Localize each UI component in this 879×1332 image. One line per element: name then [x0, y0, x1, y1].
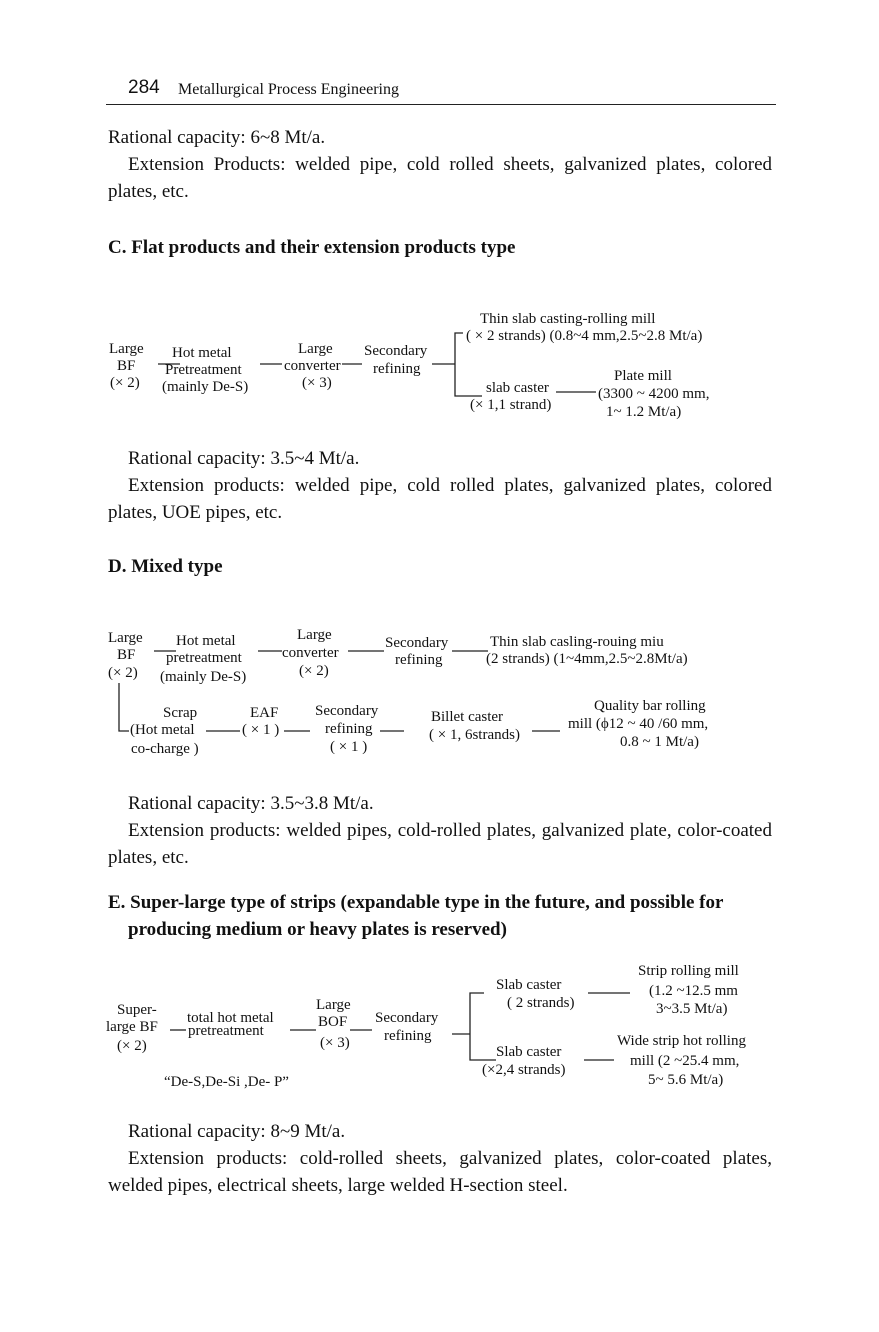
c-large-bf-3: (× 2) — [110, 375, 140, 391]
c-secondary-1: Secondary — [364, 343, 428, 359]
e-slab-caster2-2: (×2,4 strands) — [482, 1062, 566, 1078]
e-strip-mill-2: (1.2 ~12.5 mm — [649, 983, 738, 999]
d-scrap-3: co-charge ) — [131, 741, 199, 757]
d-thin-slab-2: (2 strands) (1~4mm,2.5~2.8Mt/a) — [486, 651, 688, 667]
page-number: 284 — [128, 77, 160, 98]
e-hot-metal-2: pretreatment — [188, 1023, 264, 1039]
d-billet-2: ( × 1, 6strands) — [429, 727, 520, 743]
intro-capacity: Rational capacity: 6~8 Mt/a. — [108, 127, 326, 148]
e-super-bf-1: Super- — [117, 1002, 157, 1018]
d-hot-metal-2: pretreatment — [166, 650, 242, 666]
section-c-heading: C. Flat products and their extension products type — [108, 237, 516, 258]
d-eaf-2: ( × 1 ) — [242, 722, 280, 738]
d-large-bf-3: (× 2) — [108, 665, 138, 681]
e-capacity — [108, 1118, 772, 1145]
d-line-bf-scrap — [119, 683, 129, 731]
d-scrap-1: Scrap — [163, 705, 198, 721]
intro-extension-text: Extension Products: welded pipe, cold rolled sheets, galvanized plates, colored plates, etc. — [108, 154, 772, 202]
section-e-heading — [108, 889, 772, 943]
e-slab-caster1-1: Slab caster — [496, 977, 562, 993]
e-secondary-1: Secondary — [375, 1010, 439, 1026]
e-secondary-2: refining — [384, 1028, 432, 1044]
e-bof-1: Large — [316, 997, 351, 1013]
e-extension — [108, 1145, 772, 1199]
d-secondary2-3: ( × 1 ) — [330, 739, 368, 755]
d-capacity — [108, 790, 772, 817]
c-plate-mill-2: (3300 ~ 4200 mm, — [598, 386, 710, 402]
section-d-heading: D. Mixed type — [108, 556, 223, 577]
d-quality-bar-2: mill (ϕ12 ~ 40 /60 mm, — [568, 716, 709, 732]
c-capacity — [108, 445, 772, 472]
section-e-heading-line2: producing medium or heavy plates is reserved) — [128, 919, 507, 940]
e-strip-mill-3: 3~3.5 Mt/a) — [656, 1001, 728, 1017]
c-thin-slab-title: Thin slab casting-rolling mill — [480, 311, 656, 327]
c-extension-text: Extension products: welded pipe, cold rolled plates, galvanized plates, colored plates, UOE pipes, etc. — [108, 475, 772, 523]
d-converter-1: Large — [297, 627, 332, 643]
d-secondary-2: refining — [395, 652, 443, 668]
c-secondary-2: refining — [373, 361, 421, 377]
c-converter-2: converter — [284, 358, 341, 374]
d-scrap-2: (Hot metal — [130, 722, 195, 738]
intro-extension — [108, 151, 772, 205]
c-extension — [108, 472, 772, 526]
c-thin-slab-detail: ( × 2 strands) (0.8~4 mm,2.5~2.8 Mt/a) — [466, 328, 703, 344]
d-secondary2-2: refining — [325, 721, 373, 737]
c-slab-caster-2: (× 1,1 strand) — [470, 397, 552, 413]
d-extension — [108, 817, 772, 871]
d-billet-1: Billet caster — [431, 709, 504, 725]
e-bof-3: (× 3) — [320, 1035, 350, 1051]
d-thin-slab-1: Thin slab casling-rouing miu — [490, 634, 664, 650]
e-wide-strip-3: 5~ 5.6 Mt/a) — [648, 1072, 724, 1088]
e-branch-bracket — [470, 993, 496, 1060]
c-capacity-text: Rational capacity: 3.5~4 Mt/a. — [128, 448, 360, 469]
d-extension-text: Extension products: welded pipes, cold-rolled plates, galvanized plate, color-coated plates, etc. — [108, 820, 772, 868]
d-quality-bar-1: Quality bar rolling — [594, 698, 706, 714]
e-super-bf-2: large BF — [106, 1019, 158, 1035]
e-strip-mill-1: Strip rolling mill — [638, 963, 739, 979]
c-plate-mill-1: Plate mill — [614, 368, 672, 384]
section-e-heading-line1: E. Super-large type of strips (expandable type in the future, and possible for — [108, 892, 724, 913]
c-plate-mill-3: 1~ 1.2 Mt/a) — [606, 404, 682, 420]
header-rule — [106, 104, 776, 105]
running-title: Metallurgical Process Engineering — [178, 81, 399, 98]
c-large-bf-1: Large — [109, 341, 144, 357]
e-extension-text: Extension products: cold-rolled sheets, galvanized plates, color-coated plates, welded pipes, electrical sheets, large welded H-section steel. — [108, 1148, 772, 1196]
d-hot-metal-3: (mainly De-S) — [160, 669, 247, 685]
e-note: “De-S,De-Si ,De- P” — [164, 1074, 289, 1090]
d-hot-metal-1: Hot metal — [176, 633, 236, 649]
e-capacity-text: Rational capacity: 8~9 Mt/a. — [128, 1121, 346, 1142]
d-quality-bar-3: 0.8 ~ 1 Mt/a) — [620, 734, 699, 750]
e-bof-2: BOF — [318, 1014, 348, 1030]
c-hot-metal-3: (mainly De-S) — [162, 379, 249, 395]
d-converter-3: (× 2) — [299, 663, 329, 679]
d-large-bf-1: Large — [108, 630, 143, 646]
e-slab-caster1-2: ( 2 strands) — [507, 995, 575, 1011]
d-large-bf-2: BF — [117, 647, 136, 663]
d-converter-2: converter — [282, 645, 339, 661]
c-slab-caster-1: slab caster — [486, 380, 549, 396]
c-large-bf-2: BF — [117, 358, 136, 374]
e-slab-caster2-1: Slab caster — [496, 1044, 562, 1060]
e-super-bf-3: (× 2) — [117, 1038, 147, 1054]
c-converter-3: (× 3) — [302, 375, 332, 391]
e-hot-metal-1: total hot metal — [187, 1010, 274, 1026]
d-capacity-text: Rational capacity: 3.5~3.8 Mt/a. — [128, 793, 374, 814]
c-hot-metal-2: Pretreatment — [165, 362, 242, 378]
e-wide-strip-2: mill (2 ~25.4 mm, — [630, 1053, 740, 1069]
d-eaf-1: EAF — [250, 705, 279, 721]
c-hot-metal-1: Hot metal — [172, 345, 232, 361]
d-secondary2-1: Secondary — [315, 703, 379, 719]
e-wide-strip-1: Wide strip hot rolling — [617, 1033, 746, 1049]
c-converter-1: Large — [298, 341, 333, 357]
d-secondary-1: Secondary — [385, 635, 449, 651]
